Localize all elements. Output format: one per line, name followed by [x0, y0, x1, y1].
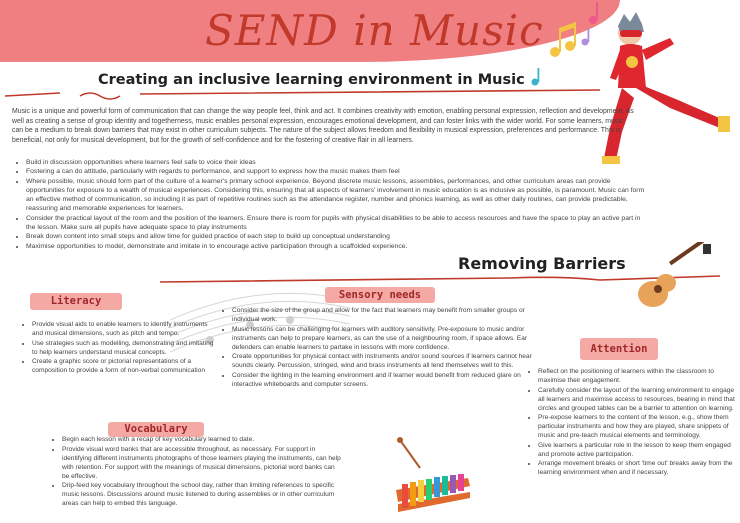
vocabulary-list: [50, 435, 342, 509]
list-item: • Fostering a can do attitude, particularly with regards to performance, and support to express how the music makes them feel: [26, 167, 648, 176]
list-item: • Provide visual word banks that are accessible throughout, as necessary. For support in identifying different instruments photographs of those learners playing the instruments, can help with retention. For support with the meanings of musical dimensions, pictorial word banks can be effective.: [62, 445, 342, 481]
subtitle: Creating an inclusive learning environment in Music: [98, 72, 525, 88]
list-item: • Drip-feed key vocabulary throughout the school day, rather than limiting references to specific music lessons. Discussions around music listened to during assemblies or in other curriculum areas can help to embed this language.: [62, 481, 342, 508]
list-item: • Build in discussion opportunities where learners feel safe to voice their ideas: [26, 158, 648, 167]
guitar-icon: [633, 242, 718, 312]
list-item: • Music lessons can be challenging for learners with auditory sensitivity. Pre-exposure to music and/or instruments can help to prepare learners, as can the use of a neighbouring room, if space allows. Ear defenders can enable learners to partake in lessons with more confidence.: [232, 325, 532, 352]
list-item: • Pre-expose learners to the content of the lesson, e.g., show them particular instruments and how they are played, share snippets of music and pre-teach musical elements and terminology.: [538, 413, 738, 440]
list-item: • Reflect on the positioning of learners within the classroom to maximise their engagement.: [538, 367, 738, 385]
attention-list: [526, 367, 738, 478]
list-item: • Begin each lesson with a recap of key vocabulary learned to date.: [62, 435, 342, 444]
main-list: [12, 158, 648, 251]
list-item: • Consider the size of the group and allow for the fact that learners may benefit from smaller groups or individual work.: [232, 306, 532, 324]
list-item: • Create opportunities for physical contact with instruments and/or sound sources if learners cannot hear sounds clearly. Percussion, stringed, wind and brass instruments all lend themselves well to this.: [232, 352, 532, 370]
literacy-list: [20, 320, 217, 376]
removing-barriers-title: Removing Barriers: [458, 254, 626, 273]
xylophone-icon: [392, 432, 472, 522]
sensory-needs-title: Sensory needs: [325, 287, 435, 303]
page-title: SEND in Music: [205, 6, 544, 55]
list-item: • Arrange movement breaks or short 'time out' breaks away from the learning environment when and if necessary.: [538, 459, 738, 477]
list-item: • Use strategies such as modelling, demonstrating and imitating to help learners understand musical concepts.: [32, 339, 217, 357]
sensory-list: [220, 306, 532, 389]
list-item: • Maximise opportunities to model, demonstrate and imitate in to encourage active participation through a scaffolded experience.: [26, 242, 648, 251]
divider-squiggle: [0, 88, 600, 102]
literacy-title: Literacy: [30, 293, 122, 310]
list-item: • Consider the practical layout of the room and the position of the learners. Ensure there is room for pupils with physical disabilities to be able to access resources and have the space to play an active part in the lesson. Make sure all pupils have adequate space to play instruments: [26, 214, 648, 233]
vocabulary-title: Vocabulary: [108, 422, 204, 437]
list-item: • Give learners a particular role in the lesson to keep them engaged and promote active participation.: [538, 441, 738, 459]
list-item: • Break down content into small steps and allow time for guided practice of each step to build up conceptual understanding: [26, 232, 648, 241]
list-item: • Create a graphic score or pictorial representations of a composition to provide a form of non-verbal communication: [32, 357, 217, 375]
intro-paragraph: Music is a unique and powerful form of communication that can change the way people feel, think and act. It combines creativity with emotion, enabling personal expression, reflection and development. As well as creating a sense of group identity and togetherness, music enables personal expression, encourages emotional development, and can foster links with the wider world. For some learners, music can be a medium to break down barriers that may exist in other curriculum subjects. The nature of the subject allows freedom and flexibility in musical expression, preferences and performance. This is beneficial, not only for musical development, but for the growth of self-confidence and for the fostering of creative flair in all learners.: [12, 108, 634, 144]
list-item: • Where possible, music should form part of the culture of a learner's primary school experience. Beyond discrete music lessons, assemblies, performances, and other curriculum areas can provide opportunities for exposure to a wealth of musical experiences. Considering this, ensuring that all aspects of learners' involvement in music education is as inclusive as possible, is paramount. Music can form an effective method of communication, so including it as part of repetitive routines such as the attendance register, number and phonics learning, as well as other daily routines, can provide predictable, reassuring and memorable experiences for learners.: [26, 177, 648, 214]
list-item: • Consider the lighting in the learning environment and if learner would benefit from reduced glare on interactive whiteboards and computer screens.: [232, 371, 532, 389]
list-item: • Carefully consider the layout of the learning environment to engage all learners and maximise access to resources, bearing in mind that circles and grouped tables can be a barrier to attention on learning.: [538, 386, 738, 413]
list-item: • Provide visual aids to enable learners to identify instruments and musical dimensions, such as pitch and tempo.: [32, 320, 217, 338]
attention-title: Attention: [580, 338, 658, 360]
